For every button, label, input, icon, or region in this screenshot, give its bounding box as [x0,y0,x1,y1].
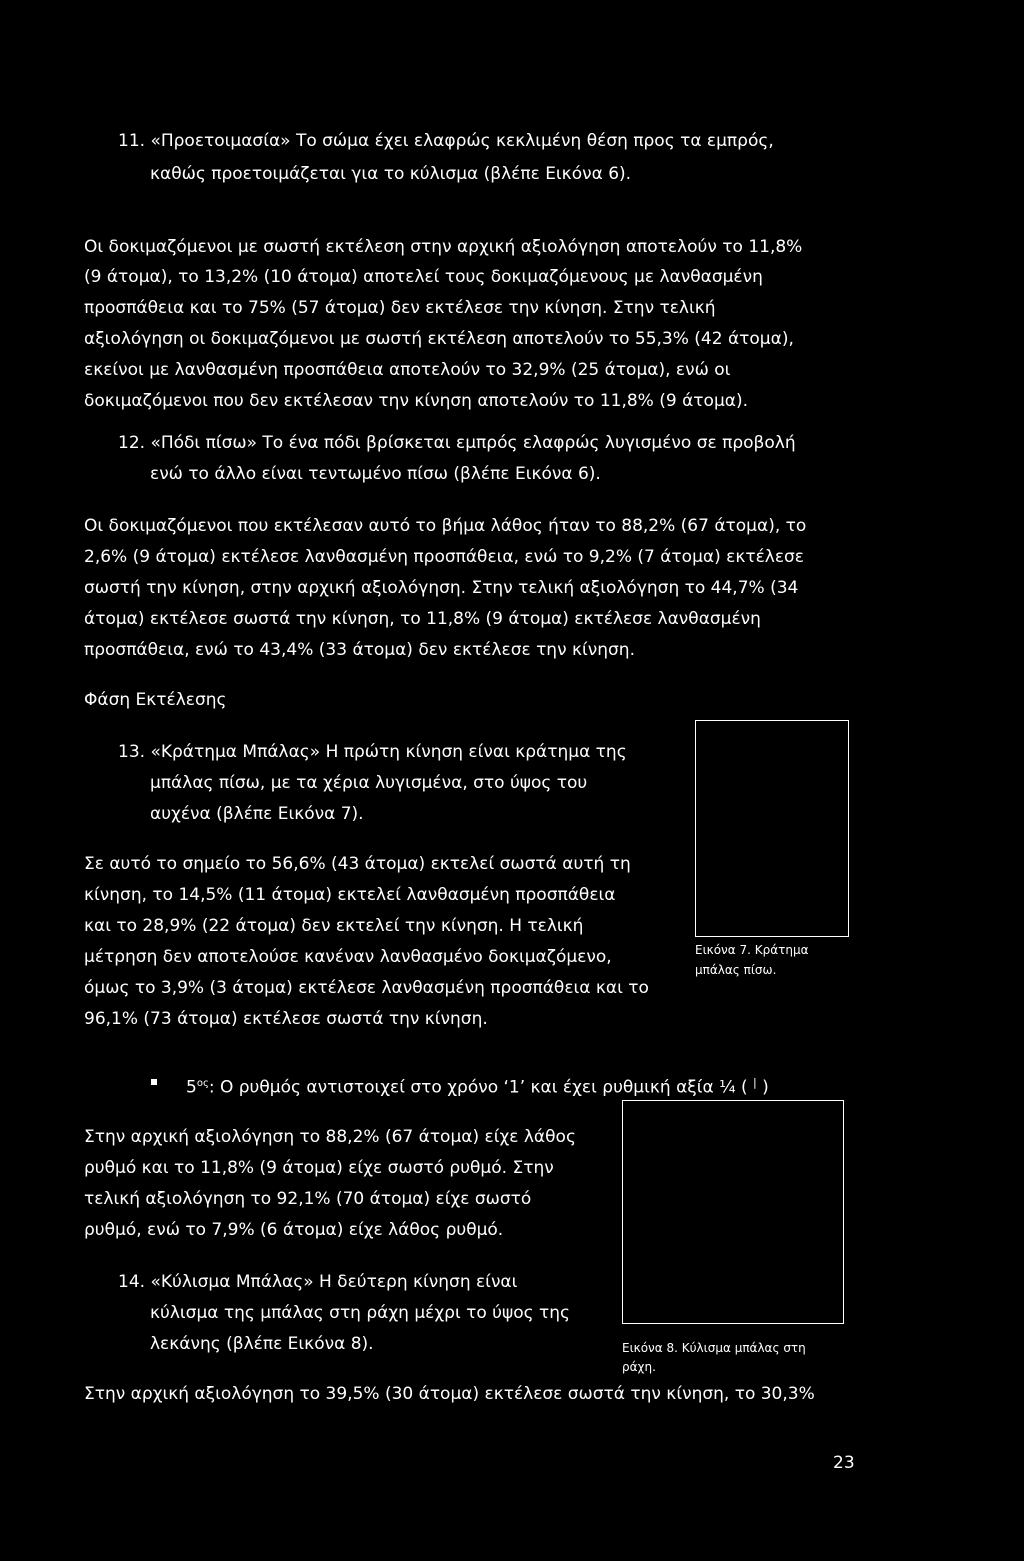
para3-line-1: Σε αυτό το σημείο το 56,6% (43 άτομα) εκτελεί σωστά αυτή τη [84,854,631,874]
para1-line-6: δοκιμαζόμενοι που δεν εκτέλεσαν την κίνηση αποτελούν το 11,8% (9 άτομα). [84,391,748,411]
para3-line-5: όμως το 3,9% (3 άτομα) εκτέλεσε λανθασμένη προσπάθεια και το [84,978,649,998]
para2-line-3: σωστή την κίνηση, στην αρχική αξιολόγηση. Στην τελική αξιολόγηση το 44,7% (34 [84,578,799,598]
figure8-caption-line-2: ράχη. [622,1360,656,1374]
figure8-image-frame [622,1100,844,1324]
para3-line-6: 96,1% (73 άτομα) εκτέλεσε σωστά την κίνηση. [84,1009,488,1029]
para2-line-2: 2,6% (9 άτομα) εκτέλεσε λανθασμένη προσπάθεια, ενώ το 9,2% (7 άτομα) εκτέλεσε [84,547,804,567]
item11-line-1: 11. «Προετοιμασία» Το σώμα έχει ελαφρώς κεκλιμένη θέση προς τα εμπρός, [118,131,774,151]
item12-line-1: 12. «Πόδι πίσω» Το ένα πόδι βρίσκεται εμπρός ελαφρώς λυγισμένο σε προβολή [118,433,796,453]
para4-line-2: ρυθμό και το 11,8% (9 άτομα) είχε σωστό ρυθμό. Στην [84,1158,554,1178]
para4-line-4: ρυθμό, ενώ το 7,9% (6 άτομα) είχε λάθος ρυθμό. [84,1220,504,1240]
item14-line-1: 14. «Κύλισμα Μπάλας» Η δεύτερη κίνηση είναι [118,1272,518,1292]
para2-line-1: Οι δοκιμαζόμενοι που εκτέλεσαν αυτό το βήμα λάθος ήταν το 88,2% (67 άτομα), το [84,516,807,536]
item11-line-2: καθώς προετοιμάζεται για το κύλισμα (βλέπε Εικόνα 6). [150,164,632,184]
para5-line-1: Στην αρχική αξιολόγηση το 39,5% (30 άτομα) εκτέλεσε σωστά την κίνηση, το 30,3% [84,1384,815,1404]
para2-line-5: προσπάθεια, ενώ το 43,4% (33 άτομα) δεν εκτέλεσε την κίνηση. [84,640,635,660]
bullet5-superscript: ος [196,1078,209,1089]
bullet5-suffix: ) [756,1077,769,1098]
bullet-marker [151,1079,157,1085]
para4-line-1: Στην αρχική αξιολόγηση το 88,2% (67 άτομα) είχε λάθος [84,1127,576,1147]
item14-line-3: λεκάνης (βλέπε Εικόνα 8). [150,1334,374,1354]
figure8-caption-line-1: Εικόνα 8. Κύλισμα μπάλας στη [622,1341,806,1355]
para4-line-3: τελική αξιολόγηση το 92,1% (70 άτομα) είχε σωστό [84,1189,532,1209]
bullet5-text [186,1072,769,1099]
item12-line-2: ενώ το άλλο είναι τεντωμένο πίσω (βλέπε Εικόνα 6). [150,464,601,484]
bullet5-prefix: 5 [186,1077,197,1098]
bullet5-body: : Ο ρυθμός αντιστοιχεί στο χρόνο ‘1’ και έχει ρυθμική αξία ¼ ( [208,1077,754,1098]
para1-line-2: (9 άτομα), το 13,2% (10 άτομα) αποτελεί τους δοκιμαζόμενους με λανθασμένη [84,267,763,287]
bullet5-note-mark: | [753,1076,757,1089]
para1-line-5: εκείνοι με λανθασμένη προσπάθεια αποτελούν το 32,9% (25 άτομα), ενώ οι [84,360,731,380]
para3-line-3: και το 28,9% (22 άτομα) δεν εκτελεί την κίνηση. Η τελική [84,916,584,936]
item13-line-1: 13. «Κράτημα Μπάλας» Η πρώτη κίνηση είναι κράτημα της [118,742,627,762]
section-heading: Φάση Εκτέλεσης [84,690,227,710]
para2-line-4: άτομα) εκτέλεσε σωστά την κίνηση, το 11,8% (9 άτομα) εκτέλεσε λανθασμένη [84,609,761,629]
item13-line-2: μπάλας πίσω, με τα χέρια λυγισμένα, στο ύψος του [150,773,588,793]
item13-line-3: αυχένα (βλέπε Εικόνα 7). [150,804,364,824]
para3-line-4: μέτρηση δεν αποτελούσε κανέναν λανθασμένο δοκιμαζόμενο, [84,947,612,967]
para1-line-3: προσπάθεια και το 75% (57 άτομα) δεν εκτέλεσε την κίνηση. Στην τελική [84,298,716,318]
figure7-caption-line-2: μπάλας πίσω. [695,963,777,977]
para1-line-4: αξιολόγηση οι δοκιμαζόμενοι με σωστή εκτέλεση αποτελούν το 55,3% (42 άτομα), [84,329,794,349]
figure7-image-frame [695,720,849,937]
para3-line-2: κίνηση, το 14,5% (11 άτομα) εκτελεί λανθασμένη προσπάθεια [84,885,616,905]
page-number: 23 [833,1453,855,1473]
item14-line-2: κύλισμα της μπάλας στη ράχη μέχρι το ύψος της [150,1303,570,1323]
figure7-caption-line-1: Εικόνα 7. Κράτημα [695,943,809,957]
para1-line-1: Οι δοκιμαζόμενοι με σωστή εκτέλεση στην αρχική αξιολόγηση αποτελούν το 11,8% [84,237,803,257]
